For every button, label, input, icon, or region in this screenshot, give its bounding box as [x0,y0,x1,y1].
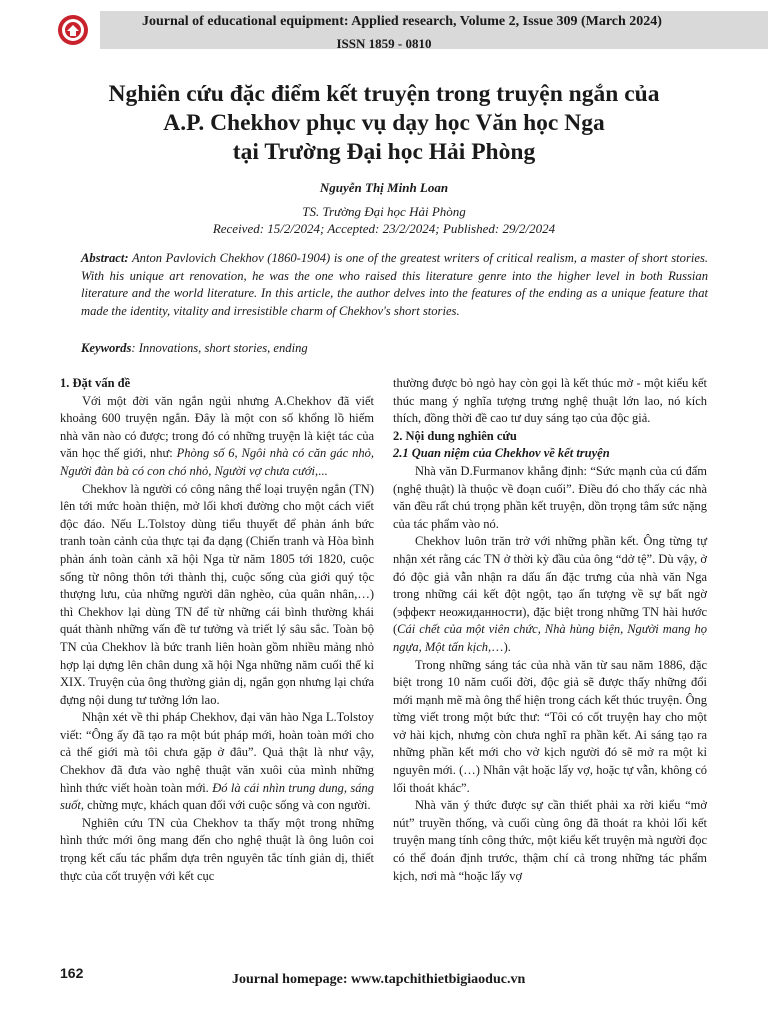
abstract-text: Anton Pavlovich Chekhov (1860-1904) is one of the greatest writers of critical realism, a master of short stories. With his unique art renovation, he was the one who raised this literature genre into the higher level in both Russian literature and the world literature. In this article, the author delves into the features of the ending as a unique feature that made the identity, vitality and irresistible charm of Chekhov's short stories. [81,251,709,318]
section-heading-2: 2. Nội dung nghiên cứu [393,428,517,443]
author-name: Nguyễn Thị Minh Loan [319,180,449,195]
journal-name: Journal of educational equipment: Applied research, Volume 2, Issue 309 (March 2024) [142,14,662,29]
section-heading-1: 1. Đặt vấn đề [60,376,131,390]
abstract-label: Abstract: [81,251,129,265]
paragraph: Chekhov là người có công nâng thể loại truyện ngắn (TN) lên tới mức hoàn thiện, mở lối khơi đường cho một cách viết độc đáo. Nếu L.Tolstoy dùng tiểu thuyết để phản ánh bức tranh toàn cảnh của thực tại đa dạng (Chiến tranh và Hòa bình phản ánh toàn cảnh xã hội Nga từ năm 1805 tới 1820, cuộc sống từ nông thôn tới thành thị, cuộc sống của giới quý tộc thượng lưu, của những người dân nghèo, của quân nhân,…) thì Chekhov lại dùng TN để từ những cái bình thường khái quát thành những vấn đề tư tưởng và triết lý sâu sắc. Toàn bộ TN của Chekhov là bức tranh liên hoàn gồm nhiều mảng nhỏ hợp lại dựng lên chân dung xã hội Nga những năm cuối thế kỉ XIX. Truyện của ông thường giản dị, ngắn gọn nhưng lại chứa đựng nội dung tư tưởng lớn lao. [60,481,374,707]
keywords-text: : Innovations, short stories, ending [131,341,308,355]
journal-homepage: Journal homepage: www.tapchithietbigiaoduc.vn [232,972,526,987]
abstract [81,250,708,320]
paragraph: Với một đời văn ngắn ngủi nhưng A.Chekhov đã viết khoảng 600 truyện ngắn. Đây là một con số khổng lồ hiếm nhà văn nào có được; trong đó có những truyện là kiệt tác của văn học thế giới, như: Phòng số 6, Ngôi nhà có căn gác nhỏ, Người đàn bà có con chó nhỏ, Người vợ chưa cưới,... [60,393,374,478]
title-line-2: A.P. Chekhov phục vụ dạy học Văn học Nga [163,110,605,136]
right-column [393,375,707,885]
article-dates: Received: 15/2/2024; Accepted: 23/2/2024; Published: 29/2/2024 [212,221,556,236]
paragraph: Trong những sáng tác của nhà văn từ sau năm 1886, đặc biệt trong 10 năm cuối đời, độc giả sẽ được thấy những đổi mới mạnh mẽ mà ông thể hiện trong cách kết thúc truyện. Ông từng viết trong một bức thư: “Tôi có cốt truyện hay cho một vở hài kịch, nhưng còn chưa nghĩ ra phần kết. Ai sáng tạo ra những phần kết mới cho vở kịch người đó sẽ mở ra một kỉ nguyên mới. (…) Nhân vật hoặc lấy vợ, hoặc tự vẫn, không có lối thoát khác”. [393,657,707,795]
paragraph: thường được bỏ ngỏ hay còn gọi là kết thúc mở - một kiểu kết thúc mang ý nghĩa tượng trưng nghệ thuật lớn lao, nó kích thích, đồng thời đề cao tư duy sáng tạo của độc giả. [393,376,707,426]
subsection-heading-2-1: 2.1 Quan niệm của Chekhov về kết truyện [393,446,610,461]
title-line-1: Nghiên cứu đặc điểm kết truyện trong truyện ngắn của [108,81,660,107]
page-number: 162 [60,965,84,981]
title-line-3: tại Trường Đại học Hải Phòng [232,139,536,165]
article-title [60,80,708,167]
paragraph: Nghiên cứu TN của Chekhov ta thấy một trong những hình thức mới ông mang đến cho nghệ thuật là ông luôn coi trọng kết cấu tác phẩm dựa trên nguyên tắc tính giản dị, thiết thực của cốt truyện với kết cục [60,815,374,883]
keywords [81,341,708,356]
paragraph: Chekhov luôn trăn trở với những phần kết. Ông từng tự nhận xét rằng các TN ở thời kỳ đầu của ông “dở tệ”. Dù vậy, ở đó độc giả vẫn nhận ra dấu ấn đặc trưng của nhà văn Nga trong những cái kết đột ngột, tạo ấn tượng về sự bất ngờ (эффект неожиданности), đặc biệt trong những TN hài hước (Cái chết của một viên chức, Nhà hùng biện, Người mang họ ngựa, Một tấn kịch,…). [393,534,707,654]
left-column [60,375,374,885]
issn: ISSN 1859 - 0810 [336,36,432,51]
paragraph: Nhận xét về thi pháp Chekhov, đại văn hào Nga L.Tolstoy viết: “Ông ấy đã tạo ra một bút pháp mới, hoàn toàn mới cho cả thế giới mà tôi chưa gặp ở đâu”. Quả thật là như vậy, Chekhov đã đưa vào nghệ thuật văn xuôi của mình những hình thức viết hoàn toàn mới. Đó là cái nhìn trung dung, sáng suốt, chừng mực, khách quan đối với cuộc sống và con người. [60,710,374,813]
author-affiliation: TS. Trường Đại học Hải Phòng [302,204,466,219]
keywords-label: Keywords [81,341,132,355]
journal-header [0,0,768,60]
paragraph: Nhà văn D.Furmanov khẳng định: “Sức mạnh của cú đấm (nghệ thuật) là thuộc về đoạn cuối”. Điều đó cho thấy các nhà văn đều rất chú trọng phần kết truyện, dồn trọng tâm sức nặng của tác phẩm vào nó. [393,463,707,531]
paragraph: Nhà văn ý thức được sự cần thiết phải xa rời kiểu “mở nút” truyền thống, và cuối cùng ông đã thoát ra khỏi lối kết truyện mang tính công thức, một kiểu kết truyện mà người đọc có thể đoán định trước, thậm chí cả trong những tác phẩm kịch, nơi mà “hoặc lấy vợ [393,798,707,883]
